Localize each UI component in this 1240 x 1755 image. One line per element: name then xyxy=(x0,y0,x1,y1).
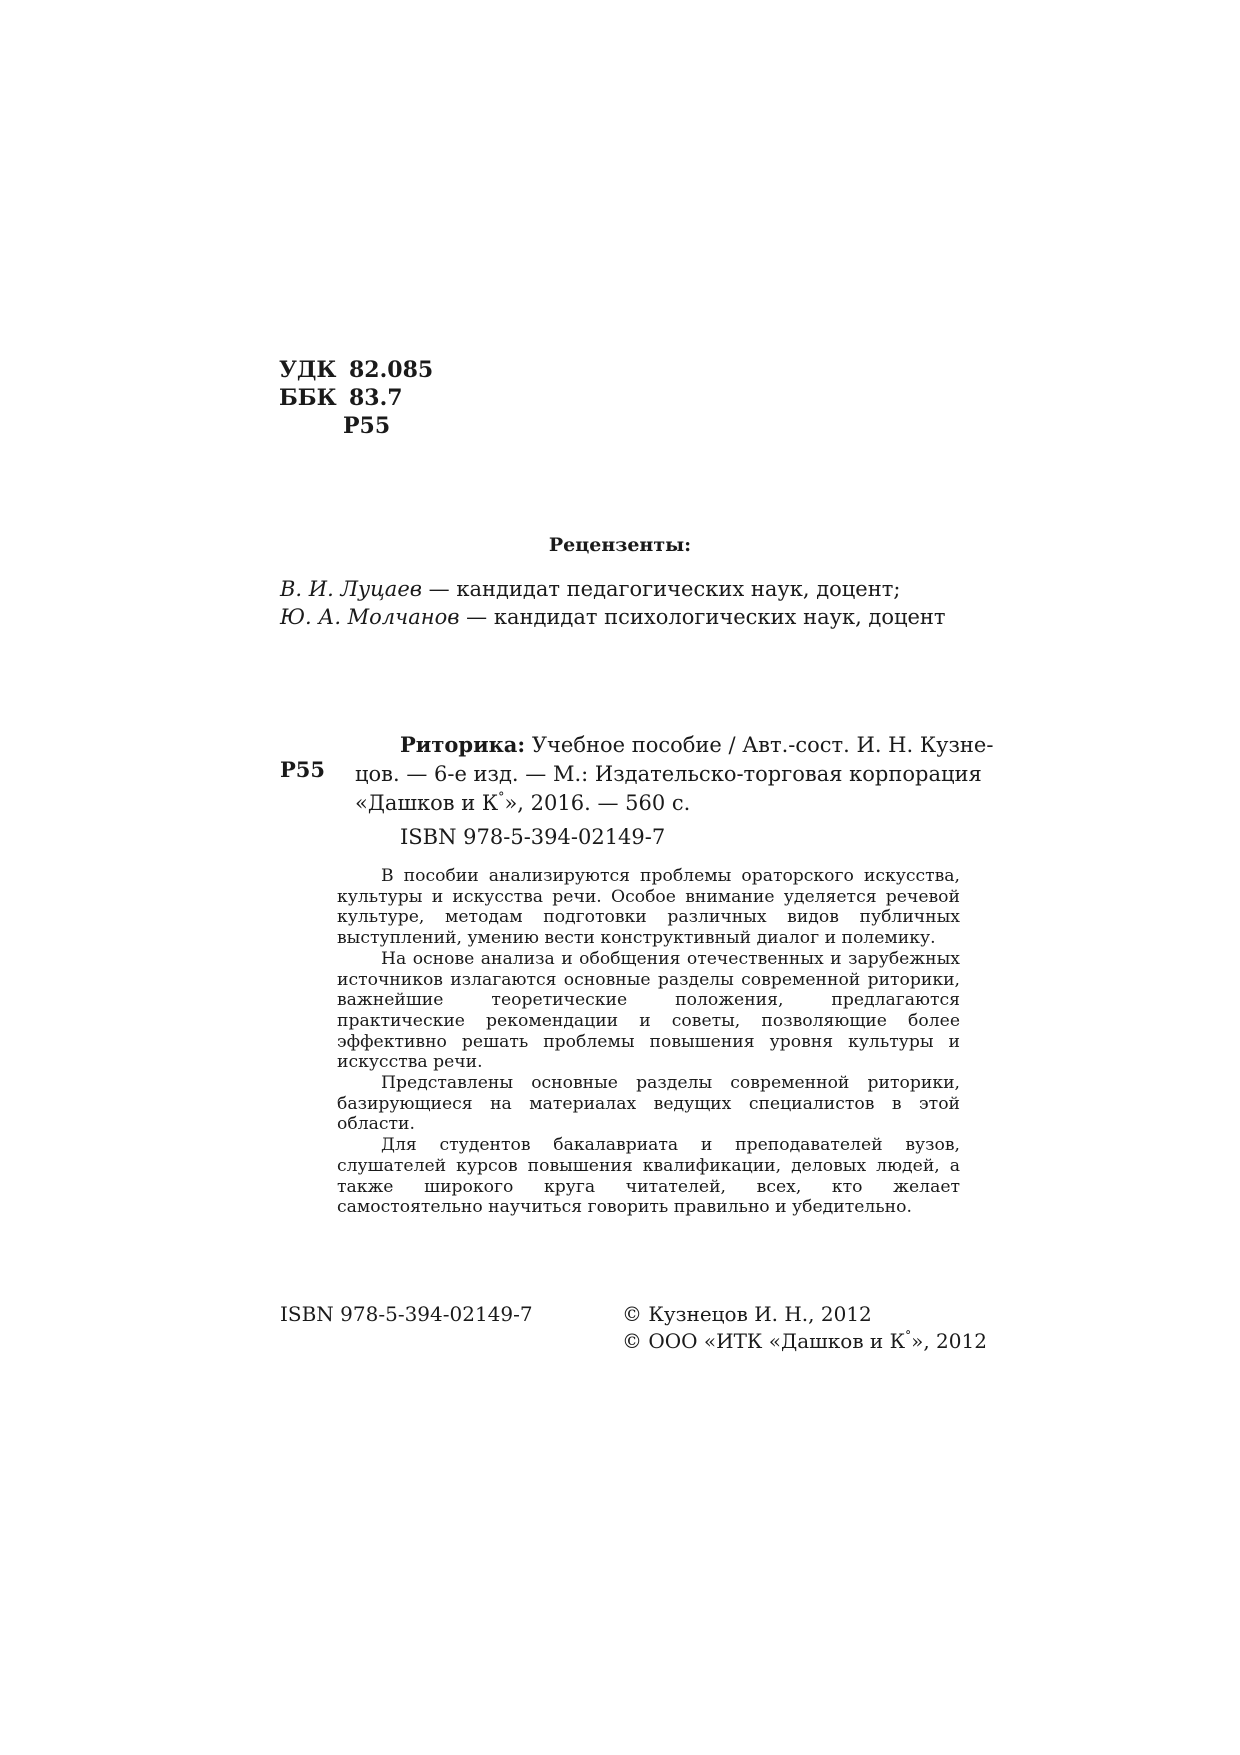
annotation xyxy=(337,866,960,1218)
bib-side-sign: Р55 xyxy=(280,757,326,782)
bib-isbn: ISBN 978-5-394-02149-7 xyxy=(400,825,666,849)
bib-line3-pre: «Дашков и К xyxy=(355,791,499,815)
reviewer-2 xyxy=(280,605,946,629)
footer-isbn: ISBN 978-5-394-02149-7 xyxy=(280,1302,533,1326)
bbk-label: ББК xyxy=(279,385,337,411)
reviewers-title: Рецензенты: xyxy=(548,534,692,556)
annotation-paragraph: На основе анализа и обобщения отечественных и зарубежных источников излагаются основные разделы современной риторики, важнейшие теоретические положения, предлагаются практические рекомендации и советы, позволяющие более эффективно решать проблемы повышения уровня культуры и искусства речи. xyxy=(337,948,960,1073)
annotation-paragraph: Представлены основные разделы современной риторики, базирующиеся на материалах ведущих специалистов в этой области. xyxy=(337,1073,960,1135)
footer-copyright-2 xyxy=(622,1328,987,1355)
bib-line1: Учебное пособие / Авт.-сост. И. Н. Кузне- xyxy=(525,733,994,757)
classification-block xyxy=(279,356,479,446)
annotation-paragraph: Для студентов бакалавриата и преподавателей вузов, слушателей курсов повышения квалификации, деловых людей, а также широкого круга читателей, всех, кто желает самостоятельно научиться говорить правильно и убедительно. xyxy=(337,1135,960,1218)
footer-copyright-1: © Кузнецов И. Н., 2012 xyxy=(622,1302,872,1326)
reviewer-1-name: В. И. Луцаев xyxy=(280,577,422,601)
copyright-2-pre: © ООО «ИТК «Дашков и К xyxy=(622,1329,906,1353)
reviewer-2-desc: — кандидат психологических наук, доцент xyxy=(459,605,946,629)
reviewer-1-desc: — кандидат педагогических наук, доцент; xyxy=(421,577,901,601)
bib-line2: цов. — 6-е изд. — М.: Издательско-торговая корпорация xyxy=(355,762,982,786)
bbk-value: 83.7 xyxy=(349,385,403,411)
udk-value: 82.085 xyxy=(349,357,434,383)
copyright-2-post: », 2012 xyxy=(911,1329,987,1353)
bib-line3-degree: ° xyxy=(498,789,505,805)
reviewer-1 xyxy=(280,577,900,601)
bibliographic-record xyxy=(355,730,994,818)
bib-title: Риторика: xyxy=(400,732,526,757)
annotation-paragraph: В пособии анализируются проблемы ораторского искусства, культуры и искусства речи. Особое внимание уделяется речевой культуре, методам подготовки различных видов публичных выступлений, умению вести конструктивный диалог и полемику. xyxy=(337,866,960,949)
copyright-2-degree: ° xyxy=(905,1328,912,1343)
udk-label: УДК xyxy=(279,357,337,383)
bib-line3-post: », 2016. — 560 с. xyxy=(504,791,691,815)
reviewer-2-name: Ю. А. Молчанов xyxy=(280,605,460,629)
bib-line3 xyxy=(355,789,960,818)
author-sign: Р55 xyxy=(343,413,391,439)
